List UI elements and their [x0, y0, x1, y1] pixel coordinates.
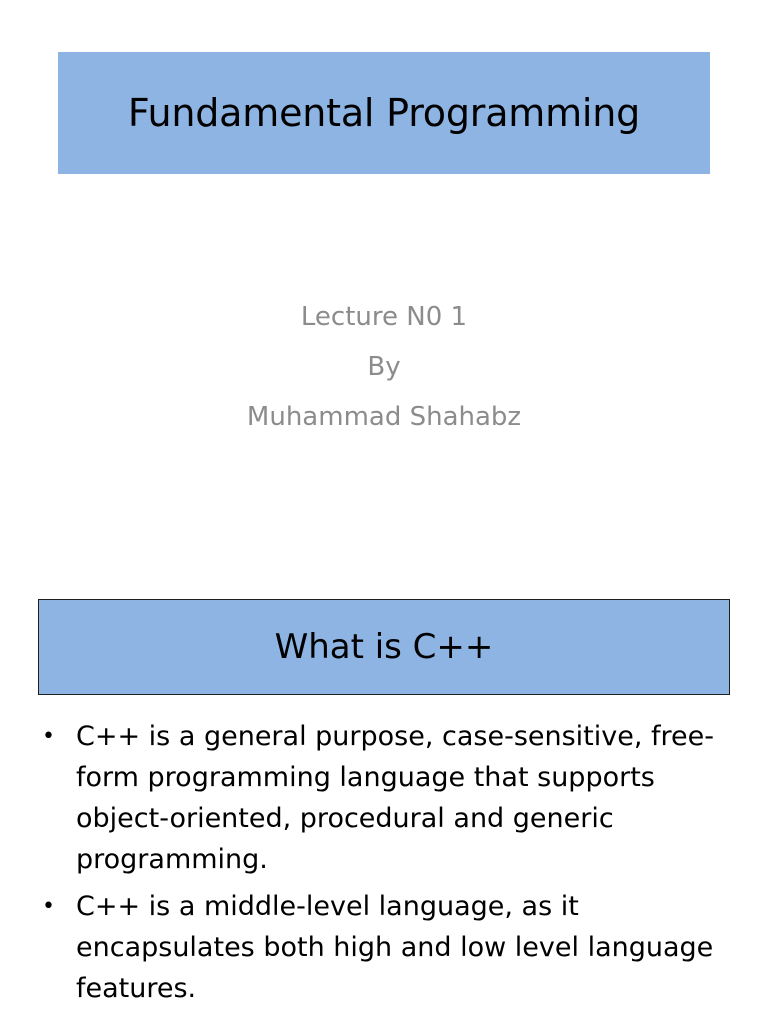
bullet-text: C++ is a general purpose, case-sensitive, free-form programming language that supports object-oriented, procedural and generic programming. [76, 721, 715, 875]
presentation-title: Fundamental Programming [127, 91, 641, 135]
bullet-dot-icon: • [42, 724, 55, 749]
bullet-list [42, 716, 732, 1015]
by-label: By [367, 352, 401, 382]
slide-what-is-cpp [0, 576, 768, 1024]
bullet-item [42, 886, 732, 1009]
lecture-number: Lecture N0 1 [300, 302, 468, 332]
section-title-banner [38, 599, 730, 695]
bullet-text: C++ is a middle-level language, as it encapsulates both high and low level language features. [76, 891, 714, 1004]
author-name: Muhammad Shahabz [246, 402, 522, 432]
title-banner [58, 52, 710, 174]
section-title: What is C++ [274, 627, 494, 667]
subtitle-block [0, 292, 768, 442]
bullet-dot-icon: • [42, 894, 55, 919]
bullet-item [42, 716, 732, 880]
